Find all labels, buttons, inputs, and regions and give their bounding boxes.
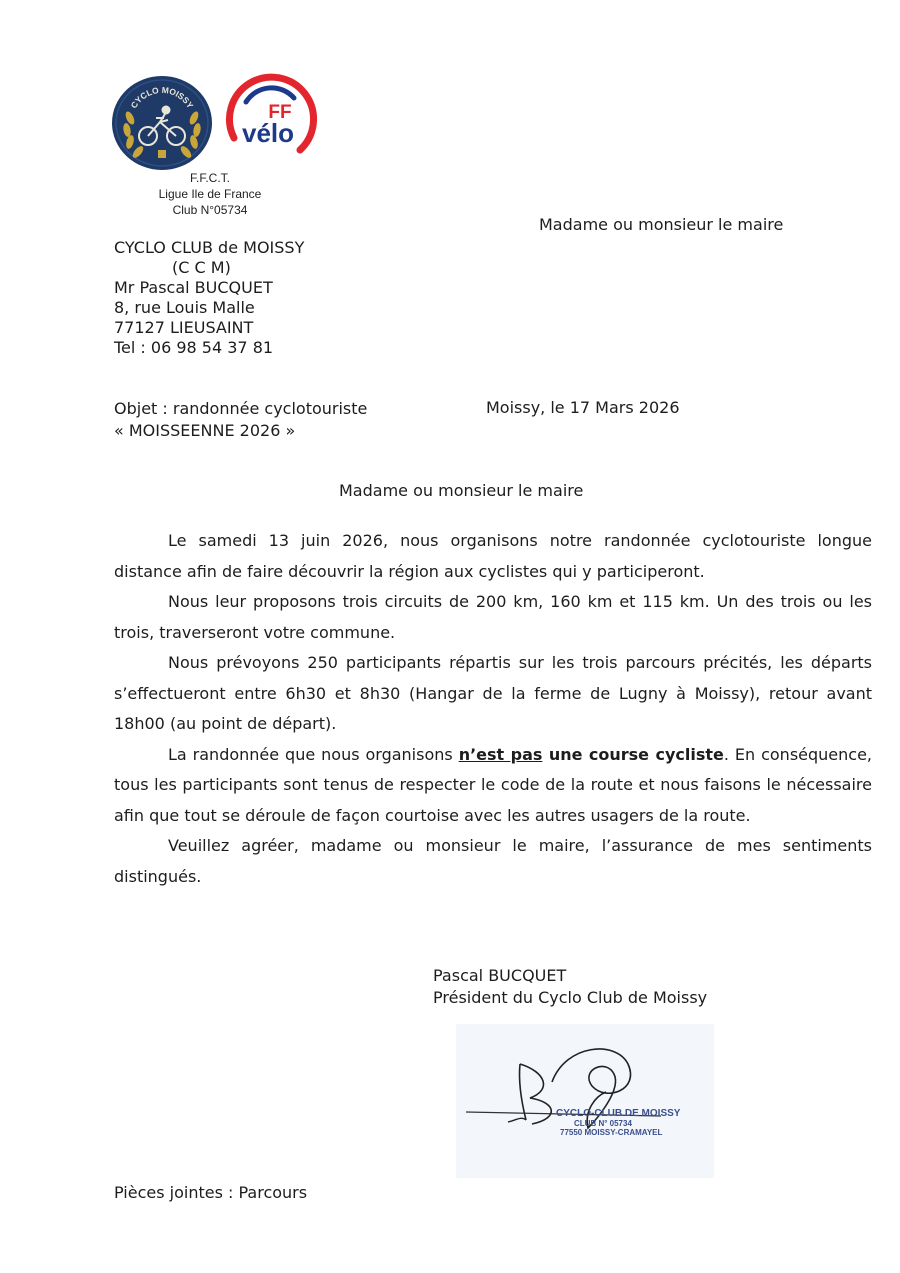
attachments: Pièces jointes : Parcours — [114, 1183, 308, 1202]
place-and-date: Moissy, le 17 Mars 2026 — [486, 398, 680, 417]
sender-person: Mr Pascal BUCQUET — [114, 278, 273, 297]
cyclo-club-moissy-logo — [110, 74, 214, 172]
recipient-address: Madame ou monsieur le maire — [539, 215, 784, 234]
club-number: Club N°05734 — [172, 203, 248, 217]
sender-club-acronym: (C C M) — [172, 258, 231, 277]
signatory-title: Président du Cyclo Club de Moissy — [433, 988, 708, 1007]
salutation: Madame ou monsieur le maire — [339, 481, 584, 500]
stamp-address: 77550 MOISSY-CRAMAYEL — [560, 1128, 663, 1137]
body-paragraph-2: Nous leur proposons trois circuits de 200 km, 160 km et 115 km. Un des trois ou les trois, traverseront votre commune. — [114, 592, 872, 642]
ffvelo-velo-text: vélo — [241, 118, 295, 148]
sender-city: 77127 LIEUSAINT — [114, 318, 254, 337]
handwritten-signature — [456, 1024, 714, 1178]
subject-line: Objet : randonnée cyclotouriste — [114, 399, 368, 418]
signature-stamp-area — [456, 1024, 714, 1178]
ffvelo-ff-text: FF — [268, 102, 292, 123]
body-paragraph-5: Veuillez agréer, madame ou monsieur le maire, l’assurance de mes sentiments distingués. — [114, 836, 872, 886]
club-stamp — [556, 1108, 680, 1137]
ffvelo-logo — [216, 72, 320, 168]
league-name: Ligue Ile de France — [158, 187, 262, 201]
stamp-club-name: CYCLO-CLUB DE MOISSY — [556, 1108, 681, 1119]
sender-club-name: CYCLO CLUB de MOISSY — [114, 238, 305, 257]
sender-phone: Tel : 06 98 54 37 81 — [114, 338, 274, 357]
stamp-club-number: CLUB N° 05734 — [574, 1119, 632, 1128]
emphasis-not: n’est pas — [458, 744, 543, 764]
sender-street: 8, rue Louis Malle — [114, 298, 255, 317]
paragraph-4-end: . En conséquence, tous les participants sont tenus de respecter le code de la route et nous faisons le nécessaire afin que tout se déroule de façon courtoise avec les autres usagers de la route. — [114, 744, 873, 825]
body-paragraph-1: Le samedi 13 juin 2026, nous organisons notre randonnée cyclotouriste longue distance afin de faire découvrir la région aux cyclistes qui y participeront. — [114, 531, 872, 581]
shield-icon — [158, 150, 166, 158]
sender-block — [114, 238, 304, 358]
letter-body — [114, 526, 872, 892]
signatory-name: Pascal BUCQUET — [433, 966, 567, 985]
federation-name: F.F.C.T. — [189, 171, 230, 185]
club-affiliation — [120, 170, 300, 218]
body-paragraph-4 — [114, 740, 872, 832]
body-paragraph-3: Nous prévoyons 250 participants répartis sur les trois parcours précités, les départs s’effectueront entre 6h30 et 8h30 (Hangar de la ferme de Lugny à Moissy), retour avant 18h00 (au point de départ). — [114, 653, 872, 733]
emphasis-race: une course cycliste — [542, 744, 724, 764]
ccm-logo-text: CYCLO MOISSY — [128, 84, 196, 111]
paragraph-4-start: La randonnée que nous organisons — [168, 744, 459, 764]
subject-event-name: « MOISSEENNE 2026 » — [114, 421, 296, 440]
